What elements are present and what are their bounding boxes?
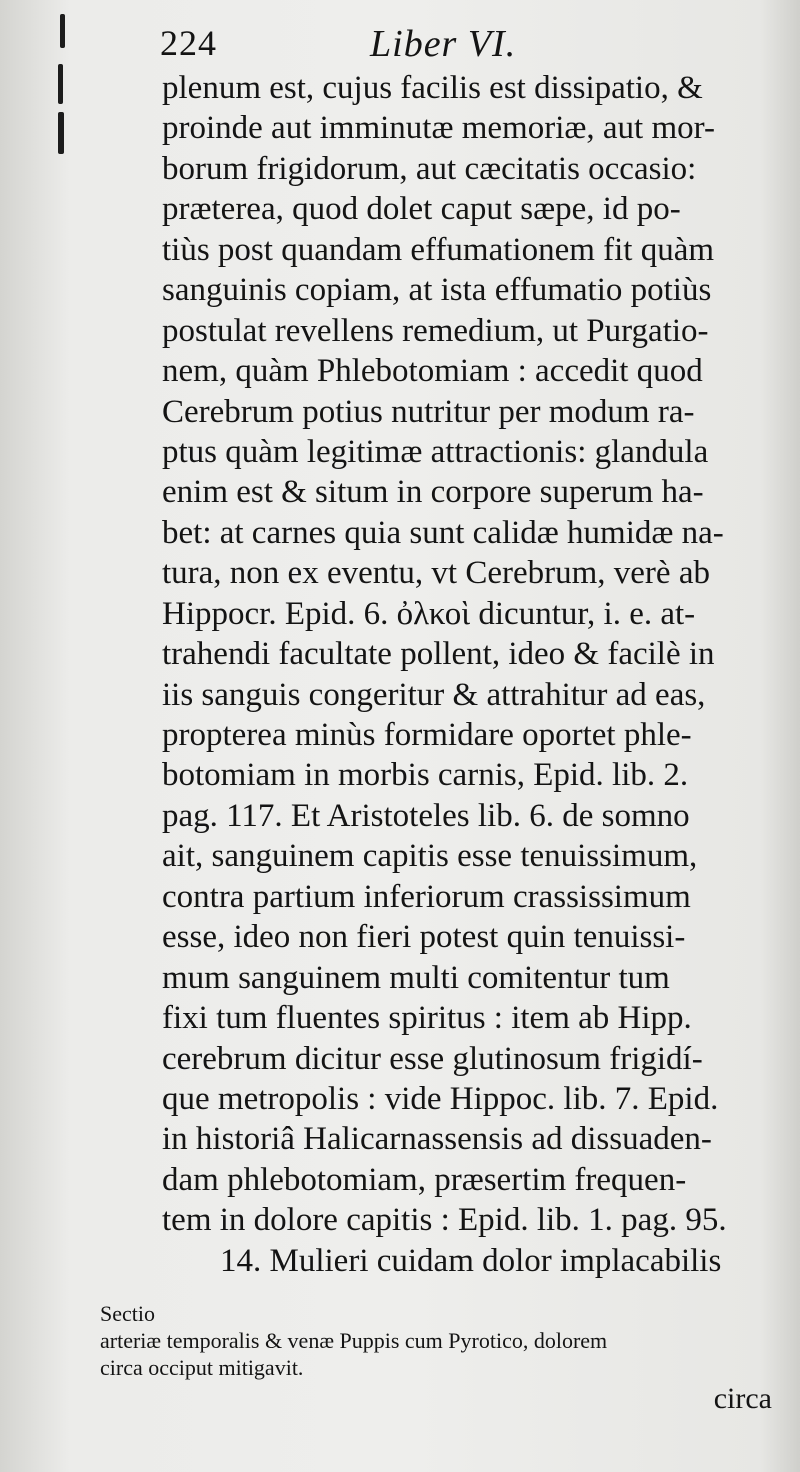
text-line: bet: at carnes quia sunt calidæ humidæ na- <box>162 514 724 551</box>
text-line: cerebrum dicitur esse glutinosum frigidí- <box>162 1040 703 1077</box>
text-line: ptus quàm legitimæ attractionis: glandula <box>162 433 709 470</box>
text-line: postulat revellens remedium, ut Purgatio- <box>162 312 709 349</box>
body-text <box>162 68 772 1281</box>
text-line: tura, non ex eventu, vt Cerebrum, verè ab <box>162 555 710 592</box>
text-line: Cerebrum potius nutritur per modum ra- <box>162 393 695 430</box>
text-line: proinde aut imminutæ memoriæ, aut mor- <box>162 110 715 147</box>
gutter-mark <box>60 14 65 48</box>
text-line: iis sanguis congeritur & attrahitur ad eas, <box>162 676 706 713</box>
text-line: sanguinis copiam, at ista effumatio potiùs <box>162 272 712 309</box>
text-line: propterea minùs formidare oportet phle- <box>162 717 692 753</box>
page-number: 224 <box>160 23 217 63</box>
text-line: esse, ideo non fieri potest quin tenuissi- <box>162 919 686 956</box>
text-line: tem in dolore capitis : Epid. lib. 1. pag. 95. <box>162 1202 727 1239</box>
text-line: dam phlebotomiam, præsertim frequen- <box>162 1161 687 1198</box>
text-line: 14. Mulieri cuidam dolor implacabilis <box>220 1242 722 1279</box>
text-line: Hippocr. Epid. 6. ὀλκοὶ dicuntur, i. e. at- <box>162 595 696 632</box>
text-line: nem, quàm Phlebotomiam : accedit quod <box>162 353 703 390</box>
text-line: tiùs post quandam effumationem fit quàm <box>162 231 715 268</box>
text-line: fixi tum fluentes spiritus : item ab Hipp. <box>162 1000 692 1037</box>
text-line: in historiâ Halicarnassensis ad dissuaden- <box>162 1121 712 1158</box>
text-line: præterea, quod dolet caput sæpe, id po- <box>162 191 681 228</box>
gutter-mark <box>58 112 64 154</box>
text-line: mum sanguinem multi comitentur tum <box>162 959 670 996</box>
text-line: botomiam in morbis carnis, Epid. lib. 2. <box>162 757 689 794</box>
text-line: pag. 117. Et Aristoteles lib. 6. de somno <box>162 797 690 834</box>
gutter-mark <box>58 64 63 104</box>
text-line: enim est & situm in corpore superum ha- <box>162 474 704 511</box>
text-line: ait, sanguinem capitis esse tenuissimum, <box>162 838 698 875</box>
running-head: Liber VI. <box>370 23 517 65</box>
catchword: circa <box>713 1382 772 1415</box>
text-line: contra partium inferiorum crassissimum <box>162 878 691 915</box>
marginal-note-line: circa occiput mitigavit. <box>100 1355 304 1380</box>
marginal-note <box>100 1300 780 1381</box>
text-line: que metropolis : vide Hippoc. lib. 7. Epid. <box>162 1080 719 1117</box>
text-line: plenum est, cujus facilis est dissipatio, & <box>162 70 703 106</box>
marginal-note-line: Sectio <box>100 1301 155 1326</box>
text-line: trahendi facultate pollent, ideo & facilè in <box>162 636 715 673</box>
page-header <box>160 22 760 66</box>
marginal-note-line: arteriæ temporalis & venæ Puppis cum Pyrotico, dolorem <box>100 1328 608 1353</box>
text-line: borum frigidorum, aut cæcitatis occasio: <box>162 150 697 187</box>
